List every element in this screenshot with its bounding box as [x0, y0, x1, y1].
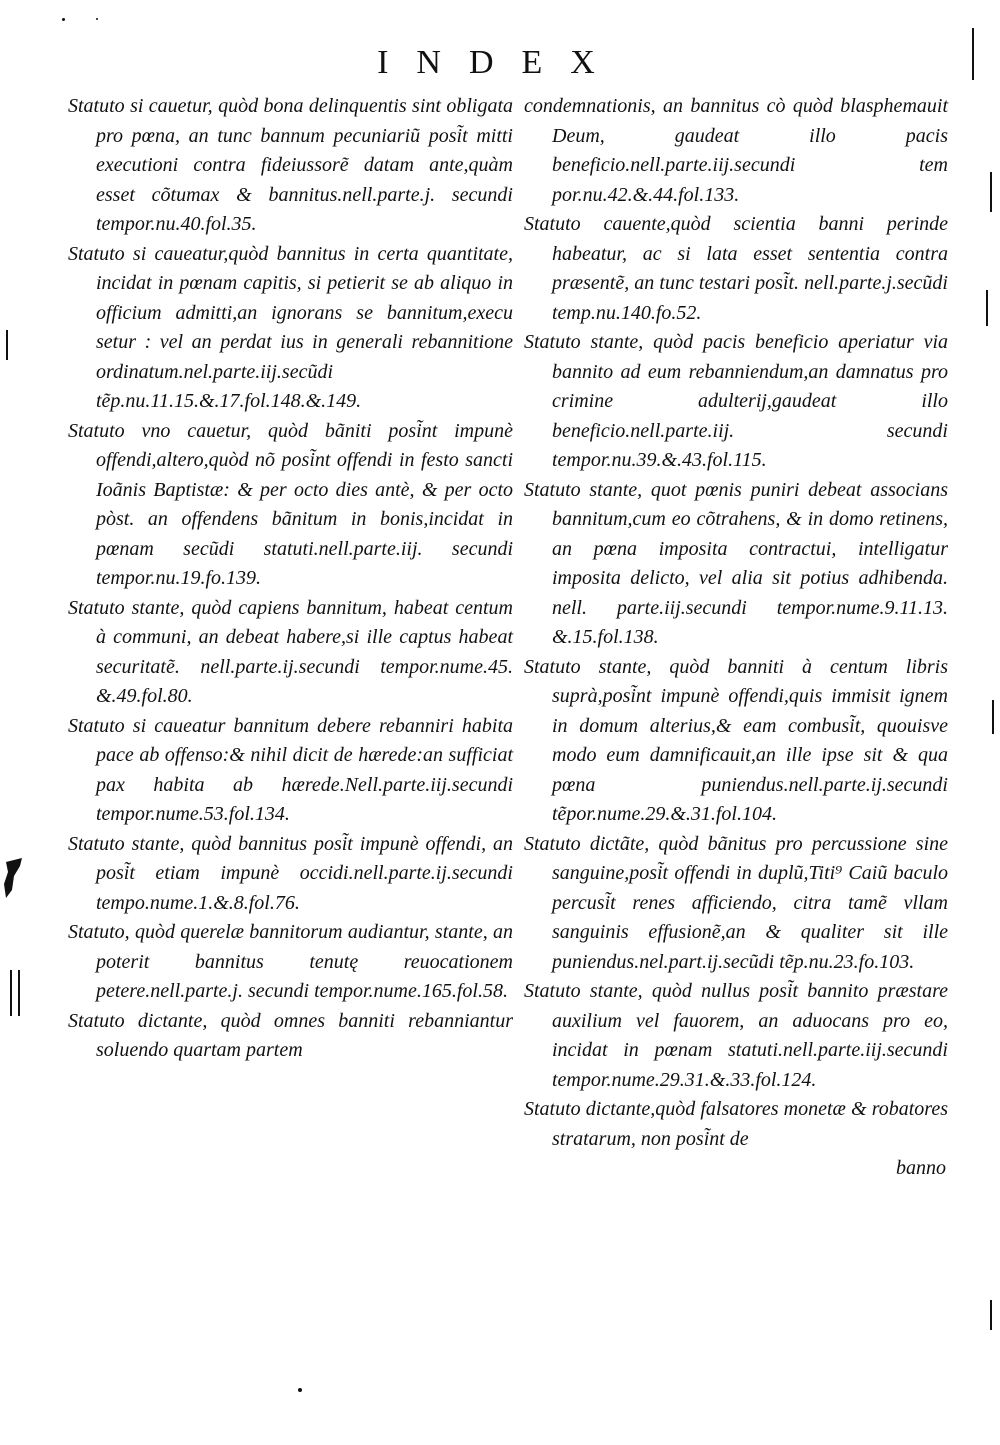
index-entry: Statuto si caueatur,quòd bannitus in certa quantitate, incidat in pœnam capitis, si petierit se ab aliquo in officium admitti,an ignorans se bannitum,execu setur : vel an perdat ius in generali rebannitione ordinatum.nel.parte.iij.secũdi tẽp.nu.11.15.&.17.fol.148.&.149. — [68, 242, 513, 412]
page-title: INDEX — [377, 44, 623, 81]
index-entry: Statuto si caueatur bannitum debere rebanniri habita pace ab offenso:& nihil dicit de hærede:an sufficiat pax habita ab hærede.Nell.parte.iij.secundi tempor.nume.53.fol.134. — [68, 714, 513, 825]
catchword: banno — [896, 1157, 946, 1179]
index-entry: Statuto, quòd querelæ bannitorum audiantur, stante, an poterit bannitus tenutę reuocationem petere.nell.parte.j. secundi tempor.nume.165.fol.58. — [68, 921, 513, 1002]
index-entry: Statuto dictante,quòd falsatores monetæ & robatores stratarum, non posi͂nt de — [524, 1098, 948, 1150]
scan-edge-mark — [990, 172, 992, 212]
index-entry: Statuto cauente,quòd scientia banni perinde habeatur, ac si lata esset sententia contra præsentẽ, an tunc testari posi͂t. nell.parte.j.secũdi temp.nu.140.fo.52. — [524, 213, 948, 324]
scan-speck — [298, 1388, 302, 1392]
index-entry: Statuto stante, quòd capiens bannitum, habeat centum à communi, an debeat habere,si ille captus habeat securitatẽ. nell.parte.ij.secundi tempor.nume.45. &.49.fol.80. — [68, 596, 513, 707]
scan-edge-mark — [18, 970, 20, 1016]
index-entry: Statuto dictãte, quòd bãnitus pro percussione sine sanguine,posi͂t offendi in duplũ,Titi⁹ Caiũ baculo percusi͂t renes afficiendo, citra tamẽ vllam sanguinis effusionẽ,an & qualiter sit ille puniendus.nel.part.ij.secũdi tẽp.nu.23.fo.103. — [524, 832, 948, 973]
ink-blot-icon — [2, 858, 24, 898]
scan-edge-mark — [986, 290, 988, 326]
scan-edge-mark — [10, 970, 12, 1016]
scan-edge-mark — [972, 28, 974, 80]
scan-edge-mark — [6, 330, 8, 360]
right-column — [524, 92, 948, 1184]
index-entry: Statuto si cauetur, quòd bona delinquentis sint obligata pro pœna, an tunc bannum pecuniariũ posi͂t mitti executioni contra fideiussorẽ datam ante,quàm esset cõtumax & bannitus.nell.parte.j. secundi tempor.nu.40.fol.35. — [68, 95, 513, 235]
scan-edge-mark — [992, 700, 994, 734]
index-entry: Statuto vno cauetur, quòd bãniti posi͂nt impunè offendi,altero,quòd nõ posi͂nt offendi in festo sancti Ioãnis Baptistæ: & per octo dies antè, & per octo pòst. an offendens bãnitum in bonis,incidat in pœnam secũdi statuti.nell.parte.iij. secundi tempor.nu.19.fo.139. — [68, 419, 513, 589]
index-entry: Statuto stante, quòd bannitus posi͂t impunè offendi, an posi͂t etiam impunè occidi.nell.parte.ij.secundi tempo.nume.1.&.8.fol.76. — [68, 832, 513, 914]
index-entry: Statuto stante, quòd pacis beneficio aperiatur via bannito ad eum rebanniendum,an damnatus pro crimine adulterij,gaudeat illo beneficio.nell.parte.iij. secundi tempor.nu.39.&.43.fol.115. — [524, 331, 948, 471]
index-entry: condemnationis, an bannitus cò quòd blasphemauit Deum, gaudeat illo pacis beneficio.nell.parte.iij.secundi tem por.nu.42.&.44.fol.133. — [524, 95, 948, 206]
index-entry: Statuto stante, quòd nullus posi͂t bannito præstare auxilium vel fauorem, an aduocans pro eo, incidat in pœnam statuti.nell.parte.iij.secundi tempor.nume.29.31.&.33.fol.124. — [524, 980, 948, 1091]
left-column — [68, 92, 513, 1066]
scan-edge-mark — [990, 1300, 992, 1330]
index-entry: Statuto dictante, quòd omnes banniti rebanniantur soluendo quartam partem — [68, 1009, 513, 1061]
scan-speck — [62, 18, 65, 21]
index-entry: Statuto stante, quòd banniti à centum libris suprà,posi͂nt impunè offendi,quis immisit ignem in domum alterius,& eam combusi͂t, quouisve modo eum damnificauit,an ille ipse sit & qua pœna puniendus.nell.parte.ij.secundi tẽpor.nume.29.&.31.fol.104. — [524, 655, 948, 825]
index-entry: Statuto stante, quot pœnis puniri debeat associans bannitum,cum eo cõtrahens, & in domo retinens, an pœna imposita contractui, intelligatur imposita delicto, vel alia sit potius adhibenda. nell. parte.iij.secundi tempor.nume.9.11.13. &.15.fol.138. — [524, 478, 948, 648]
scan-speck — [96, 18, 98, 20]
